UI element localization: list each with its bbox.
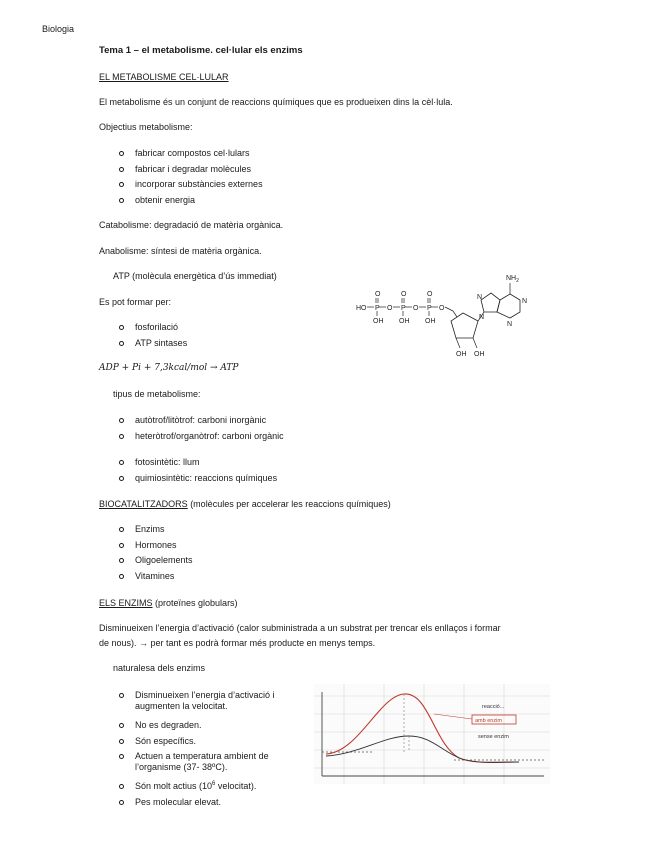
page-title: Tema 1 – el metabolisme. cel·lular els enzims [99, 45, 303, 56]
list-item: Oligoelements [113, 555, 193, 571]
section-heading-enzims: ELS ENZIMS [99, 598, 153, 608]
nitrogen-1-text: N [477, 294, 483, 301]
oxygen-2-text: O [413, 305, 419, 312]
graph-label-reaction: reacció... [482, 704, 505, 710]
biocatalysts-heading-line [99, 499, 391, 510]
oxygen-3-text: O [439, 305, 445, 312]
oxygen-top-3-text: O [427, 291, 433, 298]
list-item: fotosintètic: llum [113, 457, 277, 473]
nitrogen-3-text: N [522, 298, 528, 305]
list-item: Hormones [113, 540, 193, 556]
atp-molecule-diagram [350, 266, 530, 366]
hydroxyl-2-text: OH [399, 318, 410, 325]
biocatalysts-note: (molècules per accelerar les reaccions químiques) [187, 499, 391, 509]
graph-label-with-enzyme: amb enzim [475, 718, 502, 724]
list-item: fosforilació [113, 322, 187, 338]
biocatalysts-list [113, 524, 193, 586]
section-heading-biocatalitzadors: BIOCATALITZADORS [99, 499, 188, 509]
phosphorus-1-text: P [375, 305, 380, 312]
list-item: fabricar i degradar molècules [113, 164, 263, 180]
list-item: Actuen a temperatura ambient de l’organisme (37- 38ºC). [113, 751, 313, 781]
oxygen-top-1-text: O [375, 291, 381, 298]
oxygen-1-text: O [387, 305, 393, 312]
list-item: Pes molecular elevat. [113, 797, 313, 813]
enzymes-paragraph-line2: de nous). → per tant es podrà formar més producte en menys temps. [99, 638, 376, 648]
formed-by-list [113, 322, 187, 353]
list-item: Disminueixen l’energia d’activació i augmenten la velocitat. [113, 690, 313, 720]
formed-by-label: Es pot formar per: [99, 297, 172, 307]
metabolism-types-list-a [113, 415, 284, 446]
list-item: fabricar compostos cel·lulars [113, 148, 263, 164]
nature-list [113, 690, 313, 812]
nature-label: naturalesa dels enzims [113, 663, 206, 673]
metabolism-types-label: tipus de metabolisme: [113, 389, 201, 399]
metabolism-definition: El metabolisme és un conjunt de reaccions químiques que es produeixen dins la cèl·lula. [99, 97, 453, 107]
metabolism-types-list-b [113, 457, 277, 488]
atp-equation: ADP + Pi + 7,3kcal/mol → ATP [99, 363, 239, 373]
oxygen-top-2-text: O [401, 291, 407, 298]
list-item: heteròtrof/organòtrof: carboni orgànic [113, 431, 284, 447]
phosphorus-3-text: P [427, 305, 432, 312]
enzymes-heading-line [99, 598, 238, 609]
nitrogen-2-text: N [479, 314, 485, 321]
hydroxyl-3-text: OH [425, 318, 436, 325]
atp-label: ATP (molècula energètica d’ús immediat) [113, 271, 277, 281]
amine-text: $NH_2$ [506, 275, 519, 284]
ribose-oh-2-text: OH [474, 351, 485, 358]
catabolism-text: Catabolisme: degradació de matèria orgànica. [99, 220, 284, 230]
list-item: Són específics. [113, 736, 313, 752]
list-item: obtenir energia [113, 195, 263, 211]
objectives-label: Objectius metabolisme: [99, 122, 193, 132]
list-item: Són molt actius ($10^6$ velocitat). [113, 781, 313, 797]
nitrogen-4-text: N [507, 321, 513, 328]
graph-label-without-enzyme: sense enzim [478, 734, 509, 740]
hydroxyl-1-text: OH [373, 318, 384, 325]
header-subject: Biologia [42, 24, 75, 34]
enzymes-note: (proteïnes globulars) [152, 598, 238, 608]
section-heading-metabolisme: EL METABOLISME CEL·LULAR [99, 72, 229, 82]
ho-text: HO [356, 305, 367, 312]
list-item: autòtrof/litòtrof: carboni inorgànic [113, 415, 284, 431]
list-item: No es degraden. [113, 720, 313, 736]
anabolism-text: Anabolisme: síntesi de matèria orgànica. [99, 246, 262, 256]
objectives-list [113, 148, 263, 210]
enzymes-paragraph-line1: Disminueixen l’energia d’activació (calor subministrada a un substrat per trencar els enllaços i formar [99, 623, 501, 633]
list-item: Vitamines [113, 571, 193, 587]
list-item: incorporar substàncies externes [113, 179, 263, 195]
list-item: quimiosintètic: reaccions químiques [113, 473, 277, 489]
list-item: Enzims [113, 524, 193, 540]
list-item: ATP sintases [113, 338, 187, 354]
ribose-oh-1-text: OH [456, 351, 467, 358]
activation-energy-graph [314, 684, 550, 784]
phosphorus-2-text: P [401, 305, 406, 312]
